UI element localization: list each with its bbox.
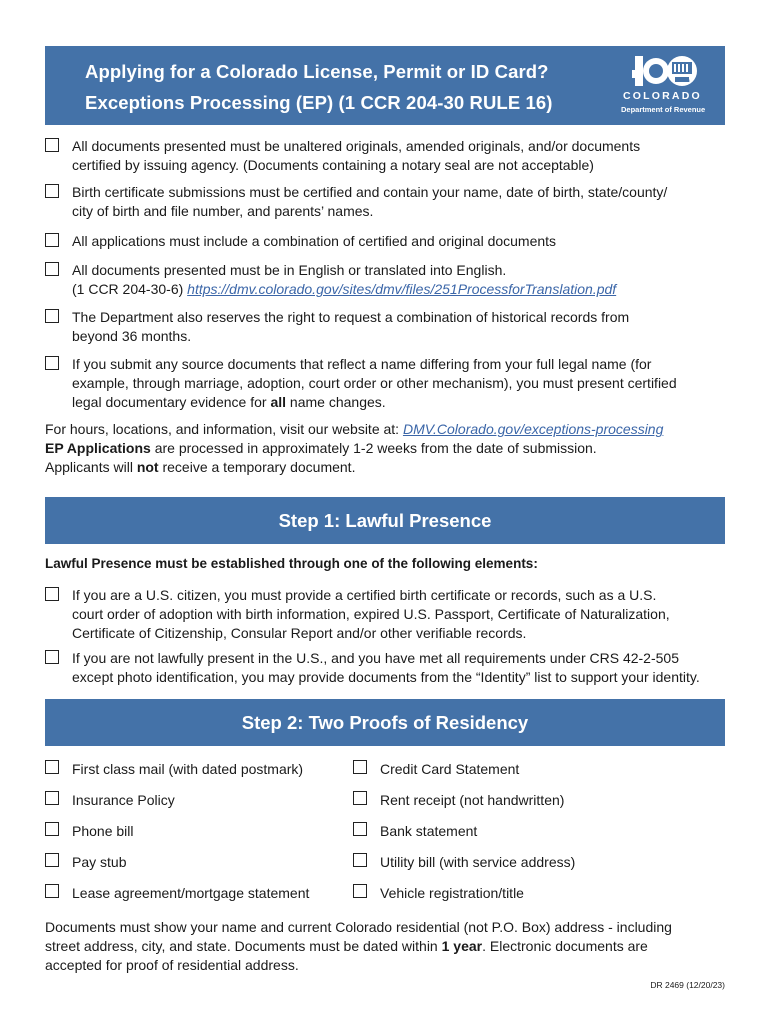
step1-heading: Step 1: Lawful Presence: [45, 497, 725, 544]
requirement-6-line: If you submit any source documents that reflect a name differing from your full legal name (for: [72, 356, 652, 372]
colorado-logo-icon: [631, 52, 703, 90]
residency-doc-checkbox[interactable]: [353, 884, 367, 898]
logo-badge: CDOR: [678, 78, 690, 83]
residency-doc-checkbox[interactable]: [45, 760, 59, 774]
step1-subheading: Lawful Presence must be established through one of the following elements:: [45, 556, 538, 571]
requirement-5-checkbox[interactable]: [45, 309, 59, 323]
residency-doc-checkbox[interactable]: [45, 853, 59, 867]
text-fragment: name changes.: [286, 394, 386, 410]
requirement-6-line: example, through marriage, adoption, court order or other mechanism), you must present certified: [72, 375, 677, 391]
info-line-3: [45, 458, 735, 477]
form-code: DR 2469 (12/20/23): [650, 980, 725, 990]
info-paragraph: [45, 420, 735, 477]
requirement-3-line: All applications must include a combination of certified and original documents: [72, 233, 557, 249]
requirement-4-checkbox[interactable]: [45, 262, 59, 276]
requirement-4-line: All documents presented must be in English or translated into English.: [72, 262, 507, 278]
bold-text: not: [136, 459, 159, 475]
option-line: If you are a U.S. citizen, you must provide a certified birth certificate or records, such as a U.S.: [72, 587, 657, 603]
requirement-6-checkbox[interactable]: [45, 356, 59, 370]
requirement-1-checkbox[interactable]: [45, 138, 59, 152]
requirement-1-line: certified by issuing agency. (Documents containing a notary seal are not acceptable): [72, 157, 594, 173]
note-line-2: [45, 937, 735, 956]
note-line-3: accepted for proof of residential address.: [45, 957, 299, 973]
residency-doc-label: Lease agreement/mortgage statement: [72, 885, 310, 901]
colorado-dor-logo: [617, 52, 717, 120]
option-line: except photo identification, you may provide documents from the “Identity” list to support your identity.: [72, 669, 700, 685]
requirement-4-line2: [72, 280, 735, 299]
residency-doc-label: Rent receipt (not handwritten): [380, 792, 565, 808]
info-line-2: [45, 439, 735, 458]
residency-doc-checkbox[interactable]: [353, 791, 367, 805]
requirement-2-line: Birth certificate submissions must be certified and contain your name, date of birth, state/county/: [72, 184, 668, 200]
text-fragment: For hours, locations, and information, visit our website at:: [45, 421, 403, 437]
bold-text: 1 year: [441, 938, 483, 954]
residency-doc-label: Vehicle registration/title: [380, 885, 524, 901]
logo-wordmark: COLORADO: [623, 90, 702, 102]
text-fragment: are processed in approximately 1-2 weeks from the date of submission.: [150, 440, 597, 456]
bold-text: all: [270, 394, 287, 410]
requirement-3-checkbox[interactable]: [45, 233, 59, 247]
text-fragment: street address, city, and state. Documents must be dated within: [45, 938, 442, 954]
residency-doc-label: Utility bill (with service address): [380, 854, 576, 870]
text-fragment: legal documentary evidence for: [72, 394, 271, 410]
option-line: If you are not lawfully present in the U.S., and you have met all requirements under CRS 42-2-505: [72, 650, 679, 666]
residency-doc-checkbox[interactable]: [353, 822, 367, 836]
text-fragment: Applicants will: [45, 459, 137, 475]
requirement-5-line: beyond 36 months.: [72, 328, 192, 344]
residency-doc-checkbox[interactable]: [45, 822, 59, 836]
header-banner: [45, 46, 725, 125]
requirement-1-line: All documents presented must be unaltered originals, amended originals, and/or documents: [72, 138, 641, 154]
step2-heading: Step 2: Two Proofs of Residency: [45, 699, 725, 746]
logo-department: Department of Revenue: [621, 105, 706, 114]
requirement-6-line3: [72, 393, 735, 412]
note-line-1: Documents must show your name and current Colorado residential (not P.O. Box) address - including: [45, 919, 672, 935]
option-line: Certificate of Citizenship, Consular Report and/or other verifiable records.: [72, 625, 527, 641]
page-subtitle: Exceptions Processing (EP) (1 CCR 204-30 RULE 16): [85, 92, 553, 113]
residency-doc-label: Credit Card Statement: [380, 761, 520, 777]
residency-doc-checkbox[interactable]: [353, 760, 367, 774]
rule-citation: (1 CCR 204-30-6): [72, 281, 188, 297]
residency-doc-label: Phone bill: [72, 823, 134, 839]
option-line: court order of adoption with birth information, expired U.S. Passport, Certificate of Naturalization,: [72, 606, 670, 622]
text-fragment: receive a temporary document.: [158, 459, 356, 475]
residency-doc-label: First class mail (with dated postmark): [72, 761, 304, 777]
info-line-1: [45, 420, 735, 439]
text-fragment: . Electronic documents are: [482, 938, 648, 954]
residency-doc-label: Insurance Policy: [72, 792, 175, 808]
lawful-presence-option-2-checkbox[interactable]: [45, 650, 59, 664]
residency-note: [45, 918, 735, 975]
bold-text: EP Applications: [45, 440, 151, 456]
translation-pdf-link[interactable]: https://dmv.colorado.gov/sites/dmv/files/251ProcessforTranslation.pdf: [187, 281, 617, 297]
requirement-5-line: The Department also reserves the right to request a combination of historical records from: [72, 309, 630, 325]
exceptions-processing-link[interactable]: DMV.Colorado.gov/exceptions-processing: [402, 421, 664, 437]
requirement-2-line: city of birth and file number, and parents’ names.: [72, 203, 374, 219]
residency-doc-checkbox[interactable]: [45, 791, 59, 805]
page-title: Applying for a Colorado License, Permit or ID Card?: [85, 61, 549, 82]
residency-doc-checkbox[interactable]: [45, 884, 59, 898]
residency-doc-label: Pay stub: [72, 854, 127, 870]
requirement-2-checkbox[interactable]: [45, 184, 59, 198]
residency-doc-checkbox[interactable]: [353, 853, 367, 867]
lawful-presence-option-1-checkbox[interactable]: [45, 587, 59, 601]
residency-doc-label: Bank statement: [380, 823, 478, 839]
